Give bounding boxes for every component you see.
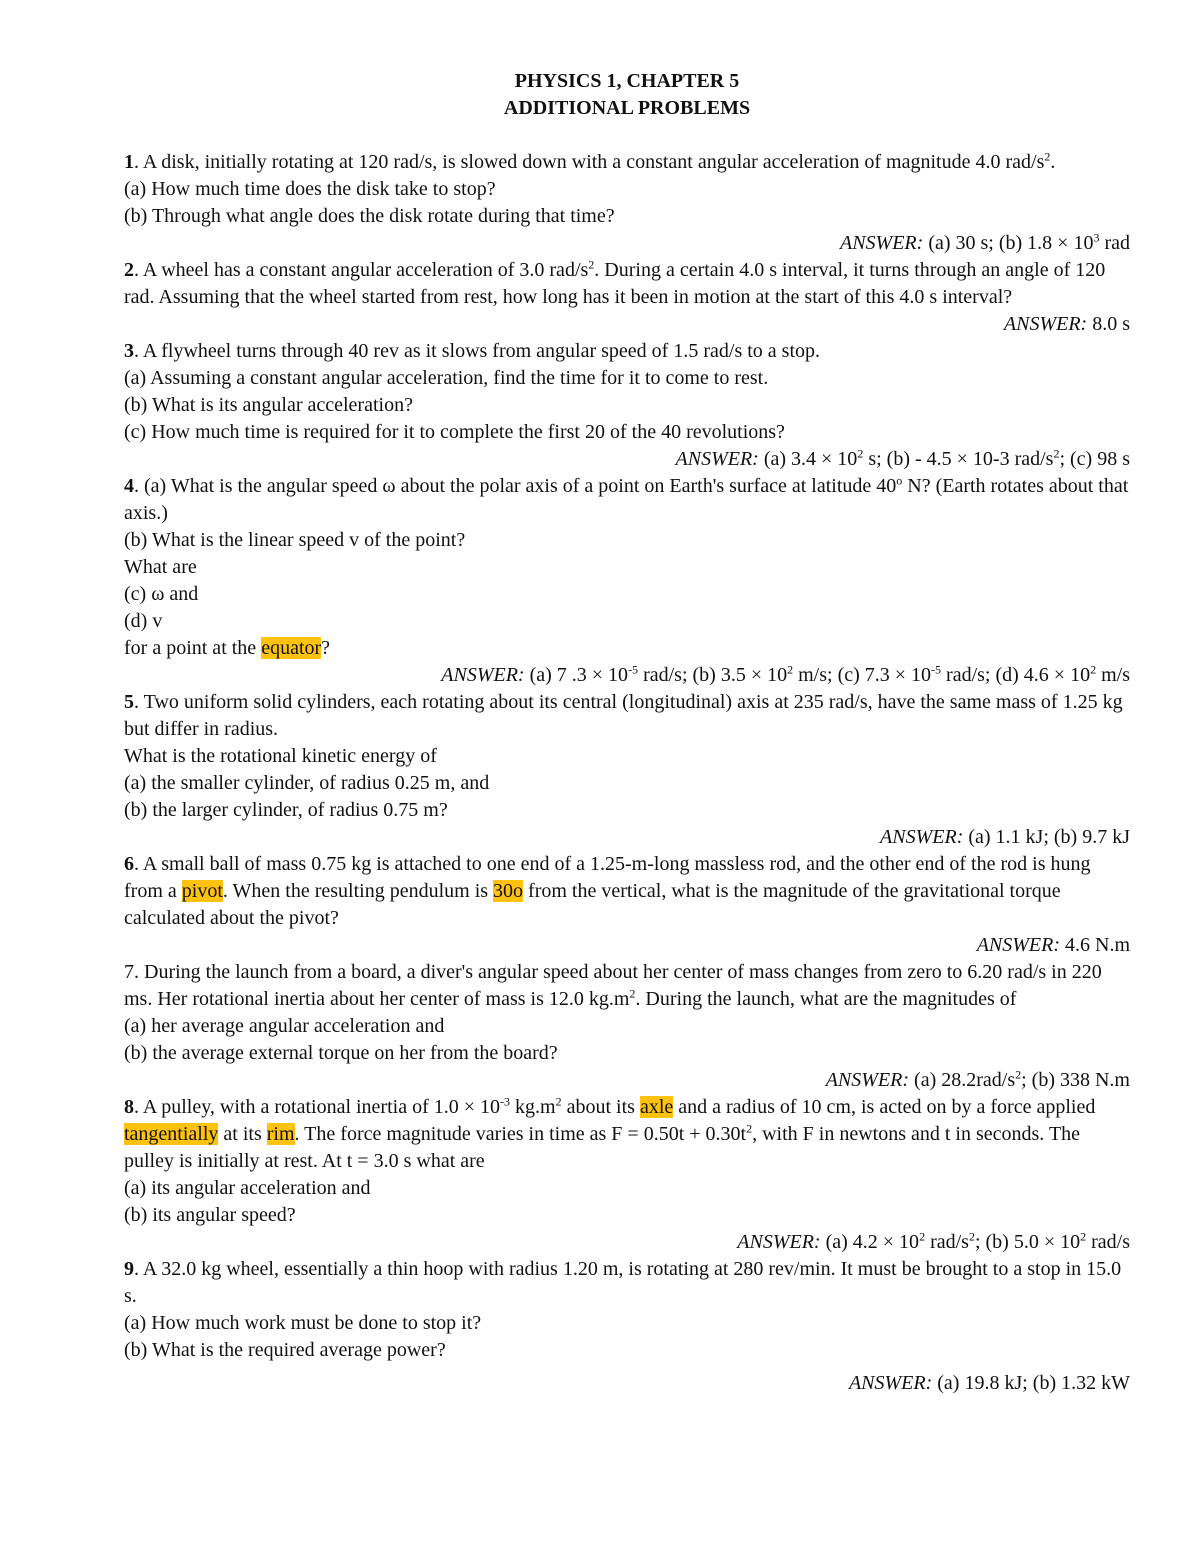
problem-7-statement: 7. During the launch from a board, a diver's angular speed about her center of mass changes from zero to 6.20 rad/s in 220 ms. Her rotational inertia about her center of mass is 12.0 $kg.m^2$. During the launch, what are the magnitudes of [124,961,1102,1010]
problem-3-part-c: (c) How much time is required for it to complete the first 20 of the 40 revolutions? [124,421,785,443]
problem-7-part-a: (a) her average angular acceleration and [124,1015,445,1037]
document-subtitle: ADDITIONAL PROBLEMS [503,97,751,119]
problem-6-answer: ANSWER: 4.6 N.m [976,934,1130,956]
problem-3 [124,338,1130,473]
highlight-angle: 30o [493,880,524,902]
problem-7-answer: ANSWER: (a) $28.2rad/s^2$; (b) 338 N.m [825,1067,1130,1091]
problem-4-part-b: (b) What is the linear speed v of the point? [124,529,466,551]
problem-3-part-b: (b) What is its angular acceleration? [124,394,413,416]
problem-9-part-a: (a) How much work must be done to stop it? [124,1312,482,1334]
spacer [124,122,1130,149]
problem-9-statement: 9. A 32.0 kg wheel, essentially a thin hoop with radius 1.20 m, is rotating at 280 rev/min. It must be brought to a stop in 15.0 s. [124,1258,1122,1307]
highlight-rim: rim [266,1123,295,1145]
problem-7 [124,959,1130,1094]
problem-6-statement: 6. A small ball of mass 0.75 kg is attached to one end of a 1.25-m-long massless rod, and the other end of the rod is hung from a pivot. When the resulting pendulum is 30o from the vertical, what is the magnitude of the gravitational torque calculated about the pivot? [124,853,1091,929]
problem-8-part-a: (a) its angular acceleration and [124,1177,371,1199]
problem-8-statement: 8. A pulley, with a rotational inertia of $1.0 \times 10^{-3}$ $kg.m^2$ about its axle and a radius of 10 cm, is acted on by a force applied tangentially at its rim. The force magnitude varies in time as $F = 0.50t + 0.30t^2$, with F in newtons and t in seconds. The pulley is initially at rest. At t = 3.0 s what are [124,1094,1096,1172]
problem-1-answer: ANSWER: (a) 30 s; (b) $1.8 \times 10^3$ rad [840,230,1130,254]
problem-4 [124,473,1130,689]
problem-5-answer: ANSWER: (a) 1.1 kJ; (b) 9.7 kJ [880,826,1130,848]
problem-1-statement: 1. A disk, initially rotating at 120 rad/s, is slowed down with a constant angular acceleration of magnitude 4.0 rad/$s^2$. [124,149,1056,173]
problem-3-statement: 3. A flywheel turns through 40 rev as it slows from angular speed of 1.5 rad/s to a stop. [124,340,820,362]
problem-8-answer: ANSWER: (a) $4.2 \times 10^2$ rad/$s^2$; (b) $5.0 \times 10^2$ rad/s [737,1229,1130,1253]
problem-4-answer: ANSWER: (a) 7 $.3 \times 10^{-5}$ rad/s; (b) $3.5 \times 10^2$ m/s; (c) $7.3 \times 10^{-5}$ rad/s; (d) $4.6 \times 10^2$ m/s [441,662,1130,686]
problem-2-statement: 2. A wheel has a constant angular acceleration of 3.0 rad/$s^2$. During a certain 4.0 s interval, it turns through an angle of 120 rad. Assuming that the wheel started from rest, how long has it been in motion at the start of this 4.0 s interval? [124,257,1106,308]
problem-4-part-c: (c) ω and [124,583,199,605]
problem-2 [124,257,1130,338]
problem-6 [124,851,1130,959]
problem-9-answer: ANSWER: (a) 19.8 kJ; (b) 1.32 kW [848,1372,1130,1394]
problem-9-part-b: (b) What is the required average power? [124,1339,446,1361]
highlight-pivot: pivot [181,880,223,902]
document-title: PHYSICS 1, CHAPTER 5 [514,70,740,92]
problem-4-equator-line: for a point at the equator? [124,637,331,659]
problem-8-part-b: (b) its angular speed? [124,1204,296,1226]
problem-3-answer: ANSWER: (a) $3.4 \times 10^2$ s; (b) - 4.5 × 10-3 rad/$s^2$; (c) 98 s [675,446,1130,470]
problem-7-part-b: (b) the average external torque on her from the board? [124,1042,558,1064]
problem-5-part-b: (b) the larger cylinder, of radius 0.75 m? [124,799,448,821]
problem-5-part-a: (a) the smaller cylinder, of radius 0.25 m, and [124,772,490,794]
problem-4-what: What are [124,556,197,578]
problem-8 [124,1094,1130,1256]
problem-4-statement: 4. (a) What is the angular speed ω about the polar axis of a point on Earth's surface at latitude 40$^o$ N? (Earth rotates about that axis.) [124,473,1129,524]
problem-1-part-b: (b) Through what angle does the disk rotate during that time? [124,205,615,227]
highlight-tangentially: tangentially [124,1123,219,1145]
problem-9 [124,1256,1130,1397]
problem-4-part-d: (d) v [124,610,163,632]
problem-5-what: What is the rotational kinetic energy of [124,745,437,767]
problem-5 [124,689,1130,851]
highlight-axle: axle [639,1096,674,1118]
highlight-equator: equator [261,637,322,659]
problem-1 [124,149,1130,257]
problem-5-statement: 5. Two uniform solid cylinders, each rotating about its central (longitudinal) axis at 235 rad/s, have the same mass of 1.25 kg but differ in radius. [124,691,1123,740]
problem-1-part-a: (a) How much time does the disk take to stop? [124,178,496,200]
problem-3-part-a: (a) Assuming a constant angular acceleration, find the time for it to come to rest. [124,367,769,389]
problem-2-answer: ANSWER: 8.0 s [1003,313,1130,335]
